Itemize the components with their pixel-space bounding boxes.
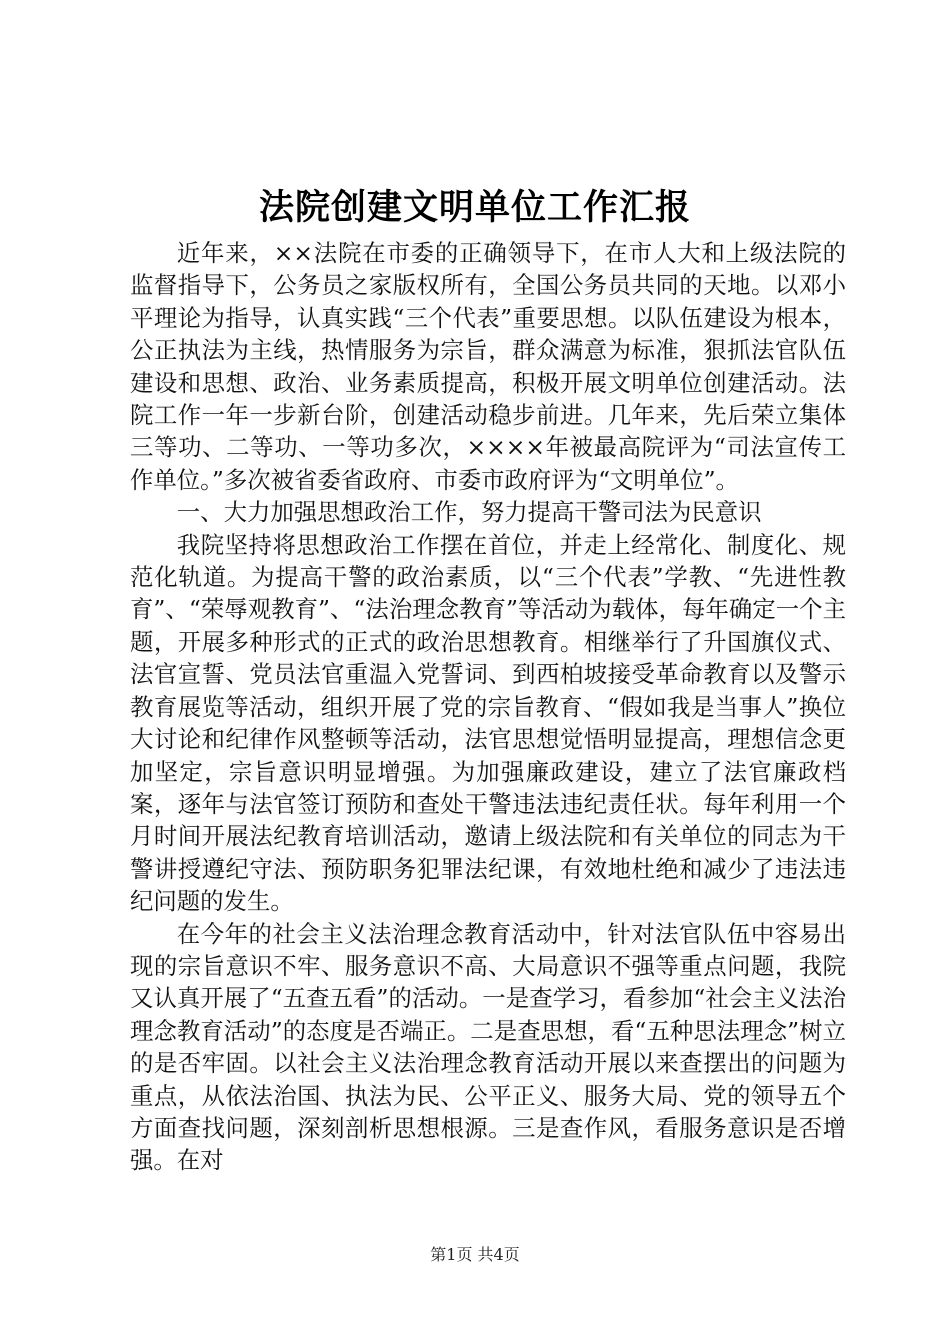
paragraph-political-work: 我院坚持将思想政治工作摆在首位，并走上经常化、制度化、规范化轨道。为提高干警的政治素质，以“三个代表”学教、“先进性教育”、“荣辱观教育”、“法治理念教育”等活动为载体，每年确定一个主题，开展多种形式的正式的政治思想教育。相继举行了升国旗仪式、法官宣誓、党员法官重温入党誓词、到西柏坡接受革命教育以及警示教育展览等活动，组织开展了党的宗旨教育、“假如我是当事人”换位大讨论和纪律作风整顿等活动，法官思想觉悟明显提高，理想信念更加坚定，宗旨意识明显增强。为加强廉政建设，建立了法官廉政档案，逐年与法官签订预防和查处干警违法违纪责任状。每年利用一个月时间开展法纪教育培训活动，邀请上级法院和有关单位的同志为干警讲授遵纪守法、预防职务犯罪法纪课，有效地杜绝和减少了违法违纪问题的发生。 (130, 530, 846, 916)
document-body (130, 237, 846, 1177)
paragraph-intro: 近年来，××法院在市委的正确领导下，在市人大和上级法院的监督指导下，公务员之家版权所有，全国公务员共同的天地。以邓小平理论为指导，认真实践“三个代表”重要思想。以队伍建设为根本，公正执法为主线，热情服务为宗旨，群众满意为标准，狠抓法官队伍建设和思想、政治、业务素质提高，积极开展文明单位创建活动。法院工作一年一步新台阶，创建活动稳步前进。几年来，先后荣立集体三等功、二等功、一等功多次，××××年被最高院评为“司法宣传工作单位。”多次被省委省政府、市委市政府评为“文明单位”。 (130, 239, 846, 494)
page-number-footer: 第1页 共4页 (430, 1245, 520, 1264)
paragraph-rule-of-law-education: 在今年的社会主义法治理念教育活动中，针对法官队伍中容易出现的宗旨意识不牢、服务意识不高、大局意识不强等重点问题，我院又认真开展了“五查五看”的活动。一是查学习，看参加“社会主义法治理念教育活动”的态度是否端正。二是查思想，看“五种思法理念”树立的是否牢固。以社会主义法治理念教育活动开展以来查摆出的问题为重点，从依法治国、执法为民、公平正义、服务大局、党的领导五个方面查找问题，深刻剖析思想根源。三是查作风，看服务意识是否增强。在对 (130, 919, 846, 1175)
section-heading-1: 一、大力加强思想政治工作，努力提高干警司法为民意识 (176, 498, 762, 527)
document-title: 法院创建文明单位工作汇报 (258, 187, 691, 228)
